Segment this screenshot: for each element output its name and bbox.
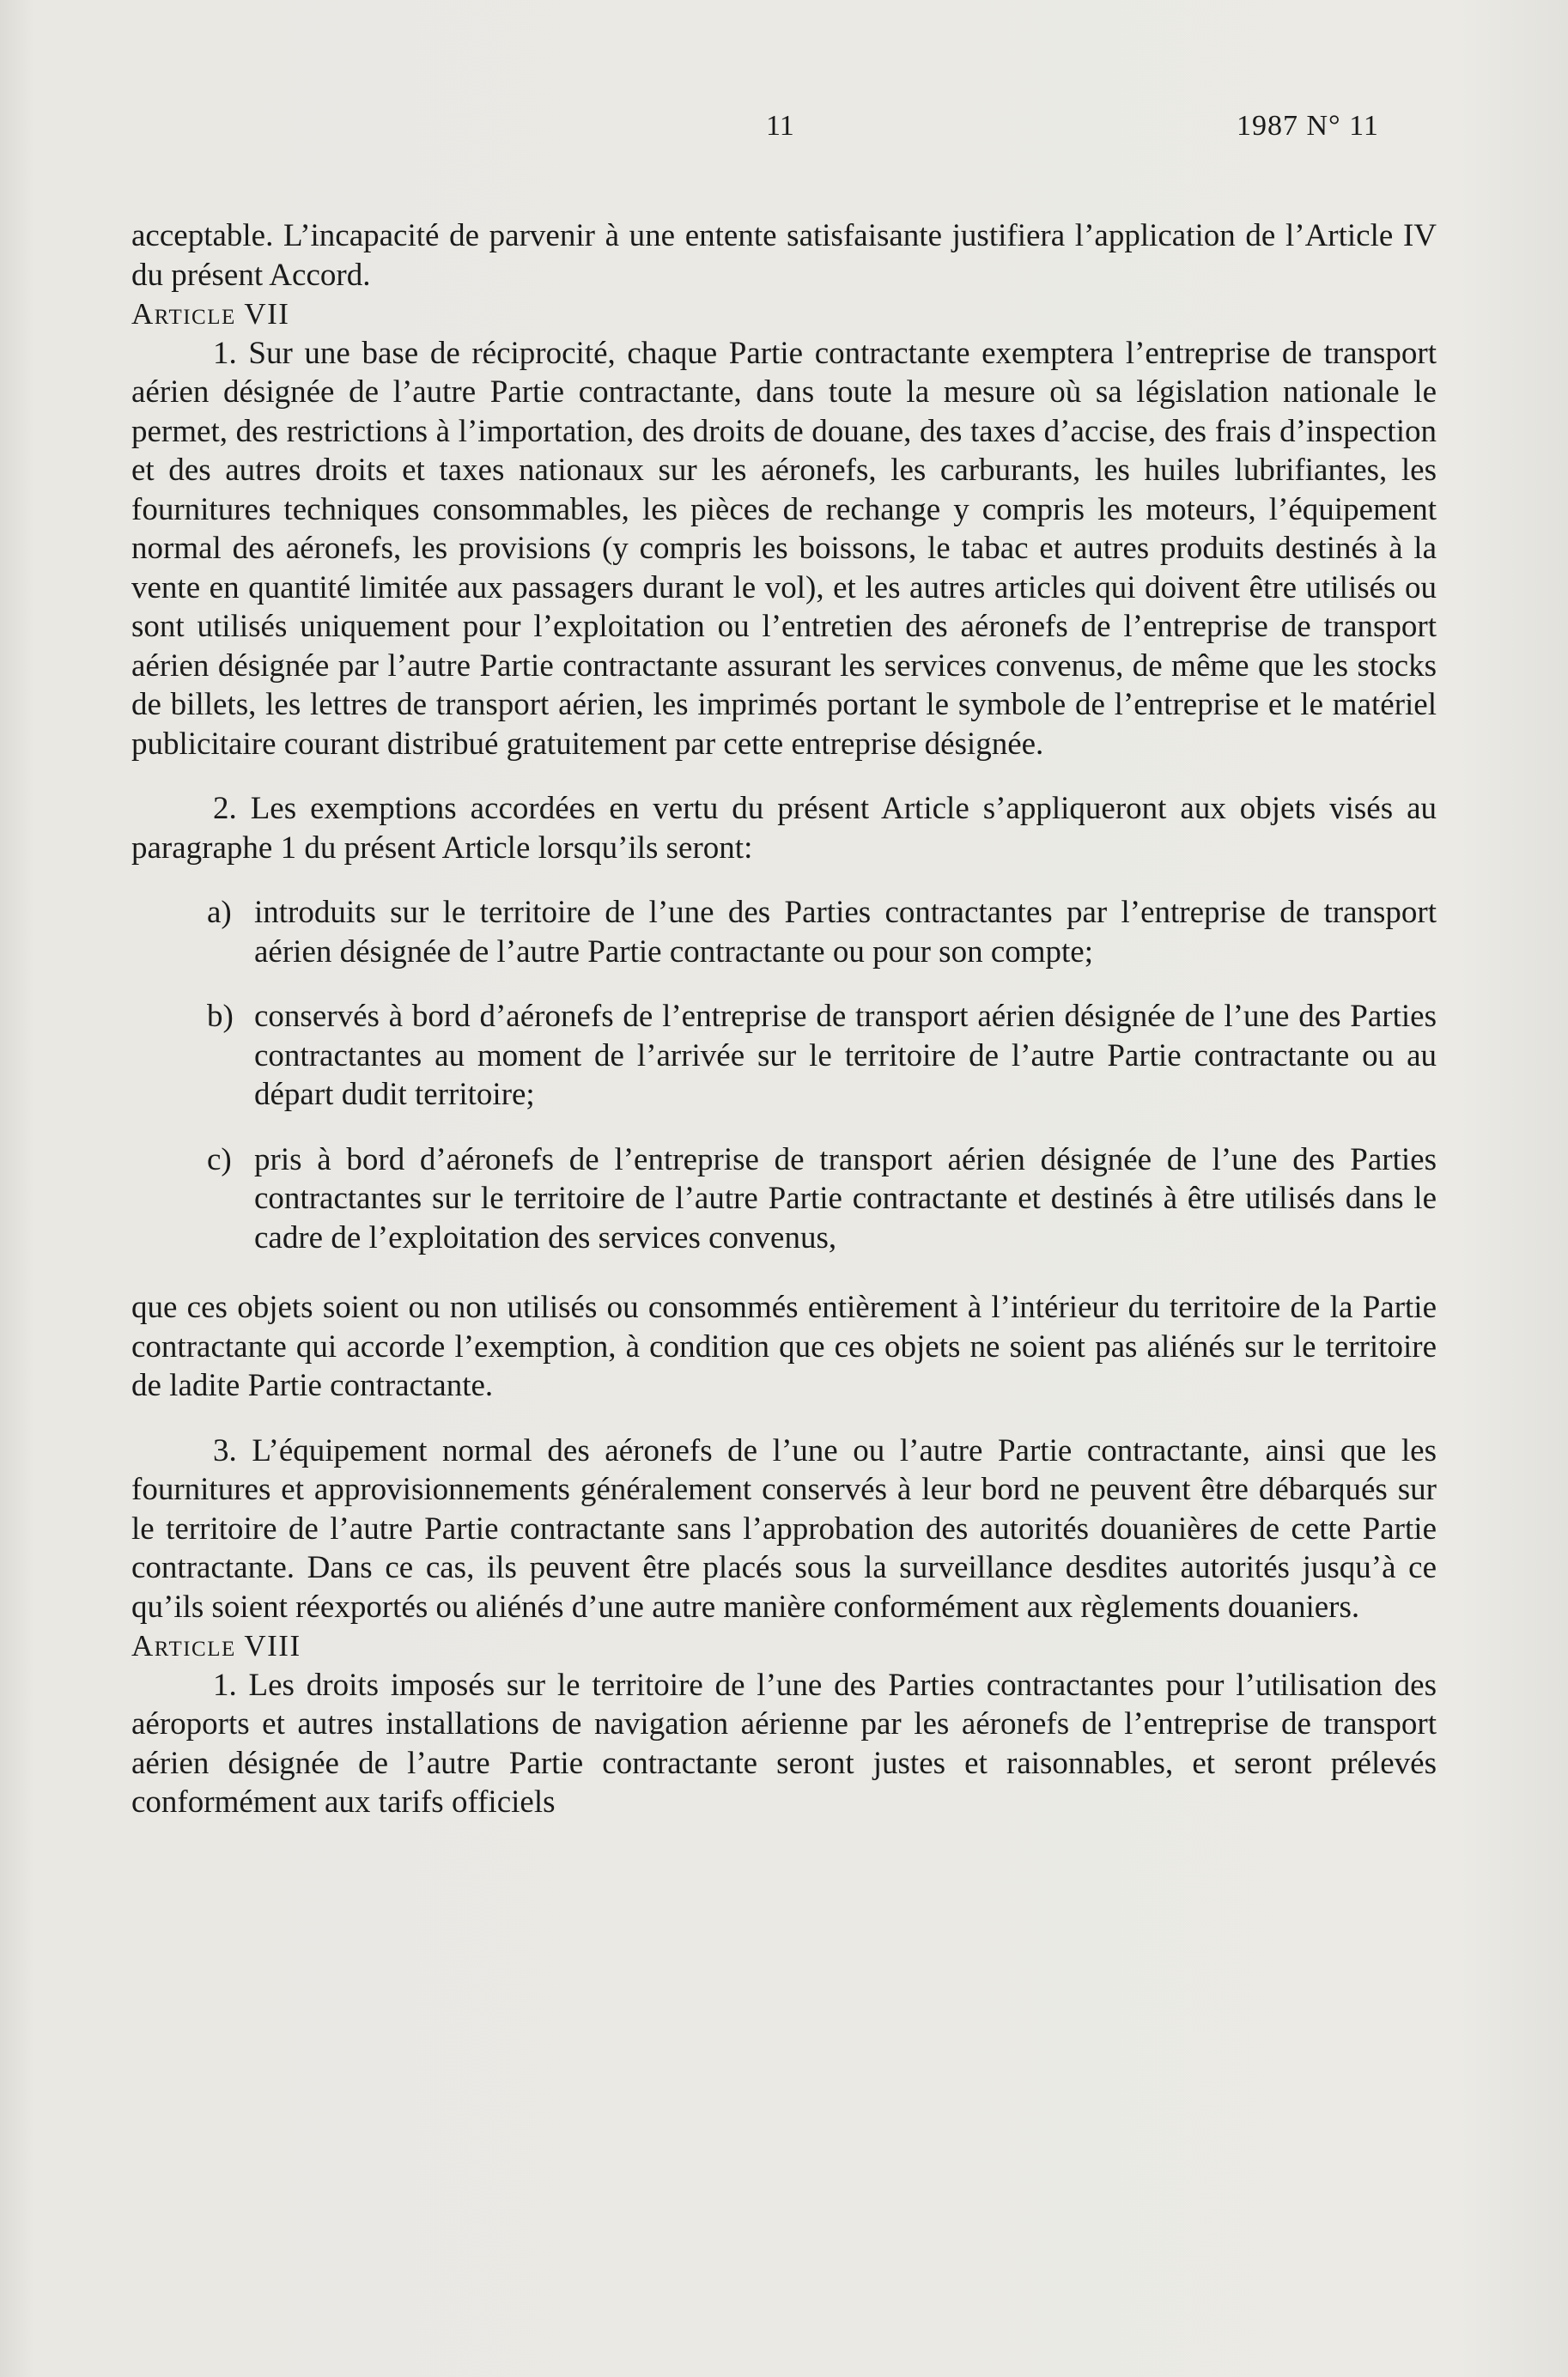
page-body [131, 216, 1437, 1822]
list-item-marker: a) [207, 895, 232, 930]
page-header [0, 110, 1568, 153]
article-vii-paragraph-2: 2. Les exemptions accordées en vertu du présent Article s’appliqueront aux objets visés au paragraphe 1 du présent Article lorsqu’ils seront: [131, 791, 1437, 866]
article-viii-paragraph-1: 1. Les droits imposés sur le territoire de l’une des Parties contractantes pour l’utilisation des aéroports et autres installations de navigation aérienne par les aéronefs de l’entreprise de transport aérien désignée de l’autre Partie contractante seront justes et raisonnables, et seront prélevés conformément aux tarifs officiels [131, 1667, 1437, 1820]
intro-paragraph: acceptable. L’incapacité de parvenir à une entente satisfaisante justifiera l’application de l’Article IV du présent Accord. [131, 218, 1437, 293]
article-viii-heading: Article VIII [131, 1629, 301, 1663]
list-item-text: conservés à bord d’aéronefs de l’entreprise de transport aérien désignée de l’une des Parties contractantes au moment de l’arrivée sur le territoire de l’autre Partie contractante ou au départ dudit territoire; [254, 999, 1437, 1112]
list-item [131, 1140, 1437, 1258]
article-vii-paragraph-3: 3. L’équipement normal des aéronefs de l’une ou l’autre Partie contractante, ainsi que les fournitures et approvisionnements généralement conservés à leur bord ne peuvent être débarqués sur le territoire de l’autre Partie contractante sans l’approbation des autorités douanières de cette Partie contractante. Dans ce cas, ils peuvent être placés sous la surveillance desdites autorités jusqu’à ce qu’ils soient réexportés ou aliénés d’une autre manière conformément aux règlements douaniers. [131, 1432, 1437, 1625]
list-item [131, 893, 1437, 971]
list-item [131, 997, 1437, 1115]
list-item-text: introduits sur le territoire de l’une des Parties contractantes par l’entreprise de transport aérien désignée de l’autre Partie contractante ou pour son compte; [254, 895, 1437, 970]
gazette-reference: 1987 N° 11 [1237, 110, 1379, 142]
list-item-marker: c) [207, 1141, 232, 1177]
page-number: 11 [766, 110, 794, 142]
article-vii-heading: Article VII [131, 297, 290, 331]
article-vii-paragraph-1: 1. Sur une base de réciprocité, chaque Partie contractante exemptera l’entreprise de transport aérien désignée de l’autre Partie contractante, dans toute la mesure où sa législation nationale le permet, des restrictions à l’importation, des droits de douane, des taxes d’accise, des frais d’inspection et des autres droits et taxes nationaux sur les aéronefs, les carburants, les huiles lubrifiantes, les fournitures techniques consommables, les pièces de rechange y compris les moteurs, l’équipement normal des aéronefs, les provisions (y compris les boissons, le tabac et autres produits destinés à la vente en quantité limitée aux passagers durant le vol), et les autres articles qui doivent être utilisés ou sont utilisés uniquement pour l’exploitation ou l’entretien des aéronefs de l’entreprise de transport aérien désignée par l’autre Partie contractante assurant les services convenus, de même que les stocks de billets, les lettres de transport aérien, les imprimés portant le symbole de l’entreprise et le matériel publicitaire courant distribué gratuitement par cette entreprise désignée. [131, 335, 1437, 762]
list-item-text: pris à bord d’aéronefs de l’entreprise de transport aérien désignée de l’une des Parties contractantes sur le territoire de l’autre Partie contractante et destinés à être utilisés dans le cadre de l’exploitation des services convenus, [254, 1141, 1437, 1255]
article-vii-continuation: que ces objets soient ou non utilisés ou consommés entièrement à l’intérieur du territoire de la Partie contractante qui accorde l’exemption, à condition que ces objets ne soient pas aliénés sur le territoire de ladite Partie contractante. [131, 1290, 1437, 1403]
list-item-marker: b) [207, 999, 234, 1034]
